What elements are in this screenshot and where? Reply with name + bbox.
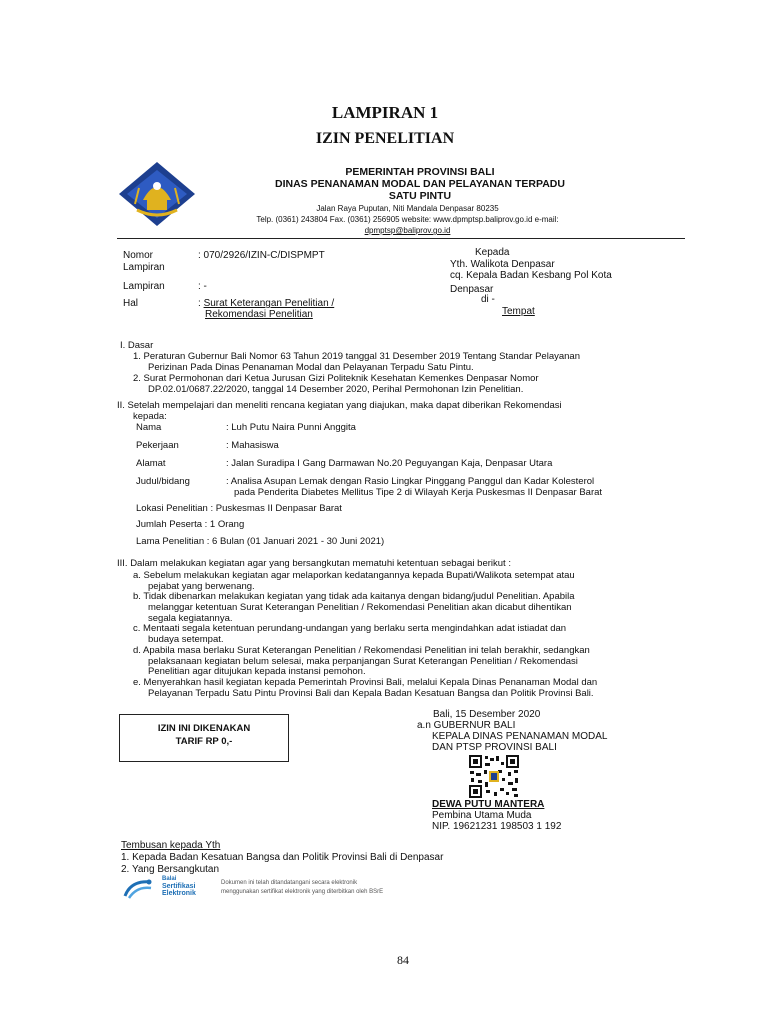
tarif-line2: TARIF RP 0,- (175, 736, 233, 747)
signature-nip: NIP. 19621231 198503 1 192 (432, 821, 562, 832)
lampiran-label: Lampiran (123, 262, 165, 273)
signature-role1: KEPALA DINAS PENANAMAN MODAL (432, 731, 608, 742)
judul-label: Judul/bidang (136, 476, 190, 487)
recipient-line2: cq. Kepala Badan Kesbang Pol Kota (450, 270, 612, 281)
dasar-item1-b: Perizinan Pada Dinas Penanaman Modal dan Pelayanan Terpadu Satu Pintu. (148, 362, 474, 373)
letterhead-divider (117, 238, 685, 239)
bsre-note-1: Dokumen ini telah ditandatangani secara elektronik (221, 880, 358, 886)
recipient-tempat: Tempat (502, 306, 535, 317)
lama-penelitian: Lama Penelitian : 6 Bulan (01 Januari 2021 - 30 Juni 2021) (136, 536, 385, 547)
letterhead-address: Jalan Raya Puputan, Niti Mandala Denpasar 80235 (316, 204, 499, 213)
pekerjaan-value: : Mahasiswa (226, 440, 279, 451)
nomor-label: Nomor (123, 250, 154, 261)
letterhead-line3: SATU PINTU (388, 190, 452, 202)
bsre-logo-line3: Elektronik (162, 890, 196, 897)
signature-name: DEWA PUTU MANTERA (432, 799, 545, 810)
hal-value-1: : Surat Keterangan Penelitian / (198, 298, 335, 309)
alamat-value: : Jalan Suradipa I Gang Darmawan No.20 Peguyangan Kaja, Denpasar Utara (226, 458, 553, 469)
section3-e1: e. Menyerahkan hasil kegiatan kepada Pemerintah Provinsi Bali, melalui Kepala Dinas Penanaman Modal dan (133, 677, 598, 688)
section3-d3: Penelitian agar ditujukan kepada instansi pemohon. (148, 666, 366, 677)
bsre-logo-line1: Balai (162, 876, 177, 882)
dasar-item2-b: DP.02.01/0687.22/2020, tanggal 14 Desember 2020, Perihal Permohonan Izin Penelitian. (148, 384, 524, 395)
hal-value-2: Rekomendasi Penelitian (205, 309, 313, 320)
tembusan-item2: 2. Yang Bersangkutan (121, 864, 220, 875)
recipient-line1: Yth. Walikota Denpasar (450, 259, 555, 270)
lampiran2-value: : - (198, 281, 207, 292)
judul-value-b: pada Penderita Diabetes Mellitus Tipe 2 di Wilayah Kerja Puskesmas II Denpasar Barat (234, 487, 603, 498)
dasar-item1-a: 1. Peraturan Gubernur Bali Nomor 63 Tahun 2019 tanggal 31 Desember 2019 Tentang Standar Pelayanan (133, 351, 580, 362)
recipient-line4: di - (481, 294, 495, 305)
lokasi-penelitian: Lokasi Penelitian : Puskesmas II Denpasar Barat (136, 503, 342, 514)
qr-code-icon (468, 754, 520, 799)
letterhead-line1: PEMERINTAH PROVINSI BALI (345, 166, 495, 178)
signature-an: a.n GUBERNUR BALI (417, 720, 516, 731)
section3-d1: d. Apabila masa berlaku Surat Keterangan Penelitian / Rekomendasi Penelitian ini telah berakhir, sedangkan (133, 645, 590, 656)
jumlah-peserta: Jumlah Peserta : 1 Orang (136, 519, 245, 530)
recipient-kepada: Kepada (475, 247, 510, 258)
section3-intro: III. Dalam melakukan kegiatan agar yang bersangkutan mematuhi ketentuan sebagai berikut : (117, 558, 511, 569)
nomor-value: : 070/2926/IZIN-C/DISPMPT (198, 250, 325, 261)
page-subtitle: IZIN PENELITIAN (315, 130, 455, 147)
judul-value-a: : Analisa Asupan Lemak dengan Rasio Lingkar Pinggang Panggul dan Kadar Kolesterol (226, 476, 595, 487)
section3-b3: segala kegiatannya. (148, 613, 233, 624)
section3-b1: b. Tidak dibenarkan melakukan kegiatan yang tidak ada kaitanya dengan bidang/judul Penelitian. Apabila (133, 591, 575, 602)
bsre-logo-line2: Sertifikasi (162, 883, 196, 890)
nama-label: Nama (136, 422, 162, 433)
tarif-line1: IZIN INI DIKENAKAN (157, 723, 251, 734)
tembusan-item1: 1. Kepada Badan Kesatuan Bangsa dan Politik Provinsi Bali di Denpasar (121, 852, 444, 863)
bsre-note-2: menggunakan sertifikat elektronik yang diterbitkan oleh BSrE (221, 889, 384, 895)
signature-role2: DAN PTSP PROVINSI BALI (432, 742, 557, 753)
page-title: LAMPIRAN 1 (331, 103, 439, 122)
section2-intro-b: kepada: (133, 411, 167, 422)
letterhead-email[interactable]: dpmptsp@baliprov.go.id (364, 226, 451, 235)
pekerjaan-label: Pekerjaan (136, 440, 179, 451)
bsre-logo-text (162, 876, 196, 897)
section2-intro-a: II. Setelah mempelajari dan meneliti rencana kegiatan yang diajukan, maka dapat diberikan Rekomendasi (117, 400, 562, 411)
section3-c1: c. Mentaati segala ketentuan perundang-undangan yang berlaku serta mengindahkan adat istiadat dan (133, 623, 567, 634)
letterhead-contact: Telp. (0361) 243804 Fax. (0361) 256905 website: www.dpmptsp.baliprov.go.id e-mail: (256, 215, 559, 224)
dasar-item2-a: 2. Surat Permohonan dari Ketua Jurusan Gizi Politeknik Kesehatan Kemenkes Denpasar Nomor (133, 373, 539, 384)
hal-label: Hal (123, 298, 139, 309)
signature-place-date: Bali, 15 Desember 2020 (433, 709, 541, 720)
section3-b2: melanggar ketentuan Surat Keterangan Penelitian / Rekomendasi Penelitian akan dicabut dihentikan (148, 602, 572, 613)
section3-a2: pejabat yang berwenang. (148, 581, 255, 592)
nama-value: : Luh Putu Naira Punni Anggita (226, 422, 356, 433)
section3-c2: budaya setempat. (148, 634, 224, 645)
section3-d2: pelaksanaan kegiatan belum selesai, maka perpanjangan Surat Keterangan Penelitian / Rekomendasi (148, 656, 578, 667)
letterhead-line2: DINAS PENANAMAN MODAL DAN PELAYANAN TERPADU (275, 178, 565, 190)
lampiran2-label: Lampiran (123, 281, 165, 292)
signature-rank: Pembina Utama Muda (432, 810, 532, 821)
dasar-heading: I. Dasar (120, 340, 154, 351)
tembusan-heading: Tembusan kepada Yth (121, 840, 221, 851)
recipient-line3: Denpasar (450, 284, 494, 295)
alamat-label: Alamat (136, 458, 166, 469)
hal-value-1-text: Surat Keterangan Penelitian / (203, 298, 335, 309)
section3-e2: Pelayanan Terpadu Satu Pintu Provinsi Bali dan Kepala Badan Kesatuan Bangsa dan Politik Provinsi Bali. (148, 688, 594, 699)
page-number: 84 (397, 953, 409, 967)
section3-a1: a. Sebelum melakukan kegiatan agar melaporkan kedatangannya kepada Bupati/Walikota setempat atau (133, 570, 575, 581)
bsre-logo-icon (121, 876, 155, 902)
tarif-box (119, 714, 289, 762)
